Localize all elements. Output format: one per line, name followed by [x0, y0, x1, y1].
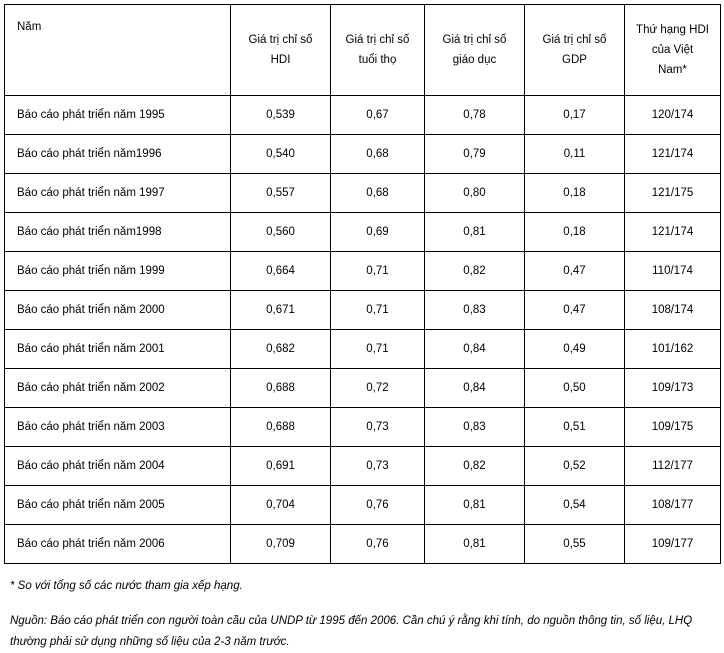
footnote-text: * So với tổng số các nước tham gia xếp hạng. [10, 580, 243, 592]
cell-gdp: 0,51 [525, 408, 625, 447]
table-notes [4, 564, 720, 653]
cell-report-label: Báo cáo phát triển năm 2006 [5, 525, 231, 564]
cell-rank: 121/175 [625, 174, 721, 213]
cell-report-label: Báo cáo phát triển năm1996 [5, 135, 231, 174]
cell-rank: 120/174 [625, 96, 721, 135]
cell-rank: 121/174 [625, 213, 721, 252]
cell-report-label: Báo cáo phát triển năm 2003 [5, 408, 231, 447]
cell-report-label: Báo cáo phát triển năm 1999 [5, 252, 231, 291]
cell-education: 0,81 [425, 213, 525, 252]
column-header-rank-line-3: Nam* [658, 64, 687, 76]
table-row [5, 408, 721, 447]
column-header-life-expectancy-line-1: Giá trị chỉ số [345, 34, 410, 46]
cell-gdp: 0,11 [525, 135, 625, 174]
column-header-hdi-line-1: Giá trị chỉ số [248, 34, 313, 46]
cell-life-expectancy: 0,68 [331, 135, 425, 174]
cell-education: 0,80 [425, 174, 525, 213]
cell-rank: 108/177 [625, 486, 721, 525]
cell-hdi: 0,540 [231, 135, 331, 174]
cell-hdi: 0,709 [231, 525, 331, 564]
source-text: Nguồn: Báo cáo phát triển con người toàn cầu của UNDP từ 1995 đến 2006. Cần chú ý rằng khi tính, do nguồn thông tin, số liệu, LHQ thường phải sử dụng những số liệu của 2-3 năm trước. [10, 615, 693, 648]
cell-report-label: Báo cáo phát triển năm 2005 [5, 486, 231, 525]
cell-education: 0,82 [425, 252, 525, 291]
cell-hdi: 0,664 [231, 252, 331, 291]
cell-hdi: 0,560 [231, 213, 331, 252]
table-row [5, 369, 721, 408]
cell-hdi: 0,671 [231, 291, 331, 330]
column-header-gdp-line-1: Giá trị chỉ số [542, 34, 607, 46]
cell-hdi: 0,691 [231, 447, 331, 486]
cell-hdi: 0,682 [231, 330, 331, 369]
table-row [5, 135, 721, 174]
cell-education: 0,81 [425, 525, 525, 564]
table-row [5, 291, 721, 330]
cell-report-label: Báo cáo phát triển năm1998 [5, 213, 231, 252]
column-header-gdp [525, 5, 625, 96]
cell-life-expectancy: 0,71 [331, 252, 425, 291]
cell-education: 0,84 [425, 369, 525, 408]
table-row [5, 447, 721, 486]
cell-rank: 110/174 [625, 252, 721, 291]
cell-life-expectancy: 0,68 [331, 174, 425, 213]
cell-life-expectancy: 0,72 [331, 369, 425, 408]
cell-rank: 109/177 [625, 525, 721, 564]
cell-hdi: 0,688 [231, 408, 331, 447]
cell-life-expectancy: 0,69 [331, 213, 425, 252]
column-header-rank-line-1: Thứ hạng HDI [636, 24, 709, 36]
cell-hdi: 0,539 [231, 96, 331, 135]
table-row [5, 213, 721, 252]
cell-hdi: 0,704 [231, 486, 331, 525]
cell-hdi: 0,557 [231, 174, 331, 213]
cell-report-label: Báo cáo phát triển năm 1995 [5, 96, 231, 135]
table-row [5, 96, 721, 135]
column-header-hdi-line-2: HDI [270, 54, 291, 66]
table-row [5, 486, 721, 525]
cell-gdp: 0,55 [525, 525, 625, 564]
cell-education: 0,78 [425, 96, 525, 135]
cell-gdp: 0,50 [525, 369, 625, 408]
table-header [5, 5, 721, 96]
cell-gdp: 0,17 [525, 96, 625, 135]
cell-life-expectancy: 0,76 [331, 486, 425, 525]
cell-rank: 108/174 [625, 291, 721, 330]
cell-gdp: 0,18 [525, 213, 625, 252]
cell-rank: 101/162 [625, 330, 721, 369]
cell-gdp: 0,52 [525, 447, 625, 486]
column-header-education-line-2: giáo dục [452, 54, 497, 66]
table-row [5, 174, 721, 213]
column-header-rank-line-2: của Việt [651, 44, 694, 56]
column-header-education [425, 5, 525, 96]
cell-rank: 109/175 [625, 408, 721, 447]
column-header-education-line-1: Giá trị chỉ số [442, 34, 507, 46]
column-header-gdp-line-2: GDP [562, 54, 587, 66]
column-header-rank [625, 5, 721, 96]
cell-report-label: Báo cáo phát triển năm 1997 [5, 174, 231, 213]
column-header-year-line-1: Năm [17, 21, 42, 33]
cell-education: 0,84 [425, 330, 525, 369]
cell-report-label: Báo cáo phát triển năm 2000 [5, 291, 231, 330]
cell-rank: 121/174 [625, 135, 721, 174]
cell-life-expectancy: 0,73 [331, 447, 425, 486]
cell-gdp: 0,18 [525, 174, 625, 213]
cell-education: 0,79 [425, 135, 525, 174]
cell-report-label: Báo cáo phát triển năm 2002 [5, 369, 231, 408]
cell-rank: 109/173 [625, 369, 721, 408]
cell-report-label: Báo cáo phát triển năm 2004 [5, 447, 231, 486]
cell-gdp: 0,47 [525, 291, 625, 330]
cell-report-label: Báo cáo phát triển năm 2001 [5, 330, 231, 369]
cell-gdp: 0,54 [525, 486, 625, 525]
cell-education: 0,83 [425, 291, 525, 330]
column-header-year [5, 5, 231, 96]
cell-education: 0,82 [425, 447, 525, 486]
cell-life-expectancy: 0,76 [331, 525, 425, 564]
cell-rank: 112/177 [625, 447, 721, 486]
column-header-hdi [231, 5, 331, 96]
table-row [5, 330, 721, 369]
cell-life-expectancy: 0,73 [331, 408, 425, 447]
cell-life-expectancy: 0,71 [331, 330, 425, 369]
table-body [5, 96, 721, 564]
cell-life-expectancy: 0,67 [331, 96, 425, 135]
cell-gdp: 0,49 [525, 330, 625, 369]
cell-education: 0,81 [425, 486, 525, 525]
column-header-life-expectancy [331, 5, 425, 96]
cell-life-expectancy: 0,71 [331, 291, 425, 330]
table-row [5, 525, 721, 564]
cell-education: 0,83 [425, 408, 525, 447]
table-header-row [5, 5, 721, 96]
hdi-table [4, 4, 721, 564]
cell-gdp: 0,47 [525, 252, 625, 291]
cell-hdi: 0,688 [231, 369, 331, 408]
table-row [5, 252, 721, 291]
column-header-life-expectancy-line-2: tuổi thọ [358, 54, 397, 66]
